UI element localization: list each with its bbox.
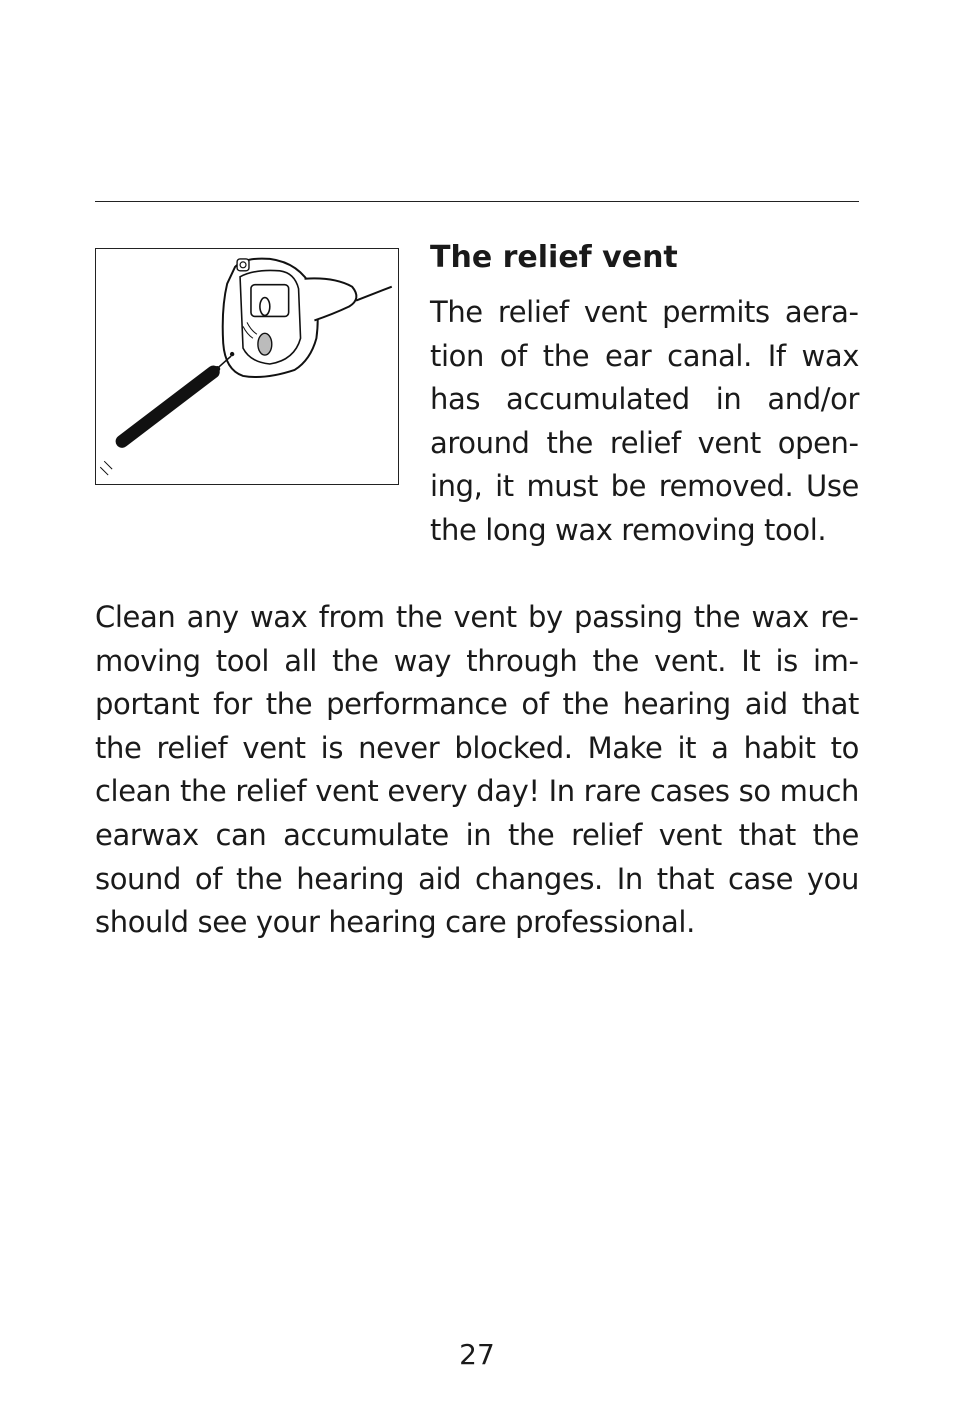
motion-lines: [100, 461, 112, 475]
hearing-aid-illustration: [95, 248, 399, 485]
battery-door: [251, 285, 289, 317]
intro-paragraph: The relief vent permits aeration of the ear canal. If wax has accumulated in and/or around the relief vent opening, it must be removed. Use the long wax removing tool.: [430, 295, 859, 547]
page-number: 27: [459, 1338, 495, 1371]
retrieval-cord: [356, 287, 392, 301]
hearing-aid-wax-tool-icon: [96, 249, 398, 484]
header-divider: [95, 201, 859, 202]
screw: [237, 259, 249, 271]
relief-vent-opening: [258, 333, 272, 355]
microphone-opening: [260, 298, 270, 316]
body-paragraph: Clean any wax from the vent by passing the wax removing tool all the way through the vent. It is important for the performance of the hearing aid that the relief vent is never blocked. Make it a habit to clean the relief vent every day! In rare cases so much earwax can accumulate in the relief vent that the sound of the hearing aid changes. In that case you should see your hearing care professional.: [95, 600, 859, 940]
section-heading: The relief vent: [430, 240, 678, 275]
